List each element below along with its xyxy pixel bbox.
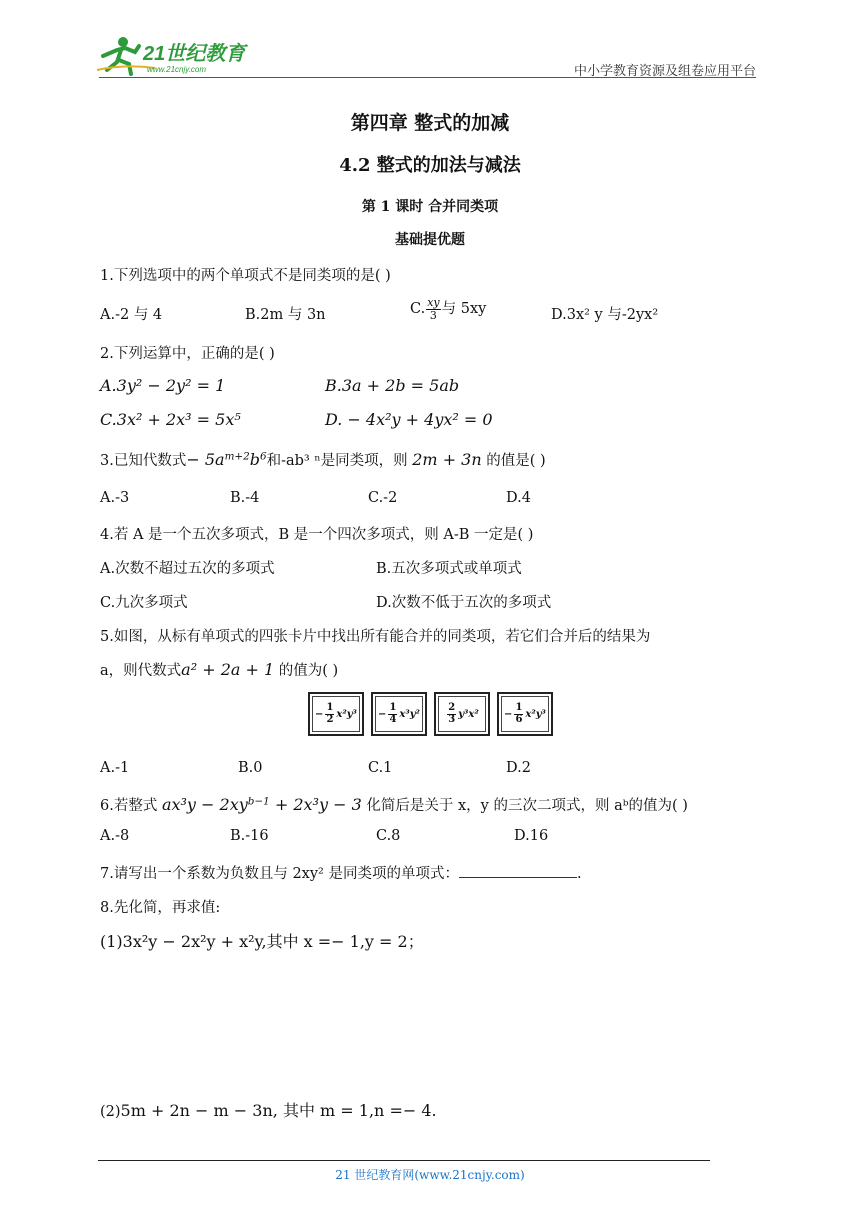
q6-option-b: B.-16 xyxy=(230,828,269,844)
q6-option-a: A.-8 xyxy=(100,828,130,844)
card-monomial: x²y³ xyxy=(336,708,357,720)
card-sign: − xyxy=(315,708,324,720)
q7-stem-text: 7.请写出一个系数为负数且与 2xy² 是同类项的单项式： xyxy=(100,866,459,882)
q1-option-c-denominator: 3 xyxy=(429,308,437,322)
q1-option-c xyxy=(410,297,486,321)
q6-expr-head: ax³y − 2xy xyxy=(161,795,248,814)
q7-answer-blank[interactable] xyxy=(459,865,577,878)
q5-stem-line-2 xyxy=(100,659,338,680)
q1-option-a: A.-2 与 4 xyxy=(100,307,163,323)
q5-card-2 xyxy=(371,692,427,736)
q1-option-b: B.2m 与 3n xyxy=(245,307,326,323)
platform-name: 中小学教育资源及组卷应用平台 xyxy=(573,64,756,79)
q3-expr-2: 2m + 3n xyxy=(412,450,482,469)
q3-option-a: A.-3 xyxy=(100,490,130,506)
q3-option-d: D.4 xyxy=(506,490,531,506)
q4-stem: 4.若 A 是一个五次多项式，B 是一个四次多项式，则 A-B 一定是( ) xyxy=(100,527,534,543)
q3-expr-1-b-exponent: 6 xyxy=(259,450,267,463)
q5-card-1 xyxy=(308,692,364,736)
q8-part-2 xyxy=(100,1098,437,1121)
q1-option-c-prefix: C. xyxy=(410,301,426,318)
card-sign: − xyxy=(504,708,513,720)
q2-option-a: A.3y² − 2y² = 1 xyxy=(100,376,226,395)
chapter-title: 第四章 整式的加减 xyxy=(350,112,510,134)
q3-option-b: B.-4 xyxy=(230,490,260,506)
lesson-title: 第 1 课时 合并同类项 xyxy=(361,199,499,215)
card-monomial: x²y³ xyxy=(525,708,546,720)
q1-option-c-suffix: 与 5xy xyxy=(441,301,487,318)
q1-option-c-numerator: xy xyxy=(427,296,440,309)
q5-option-b: B.0 xyxy=(238,760,263,776)
q4-option-b: B.五次多项式或单项式 xyxy=(376,561,522,577)
card-monomial: y³x² xyxy=(458,708,479,720)
q6-option-d: D.16 xyxy=(514,828,549,844)
q6-option-c: C.8 xyxy=(376,828,401,844)
card-sign: − xyxy=(378,708,387,720)
q7-stem xyxy=(100,862,582,883)
card-denominator: 2 xyxy=(326,713,334,725)
q1-stem: 1.下列选项中的两个单项式不是同类项的是( ) xyxy=(100,268,391,284)
card-monomial: x³y² xyxy=(399,708,420,720)
q6-expr-tail: + 2x³y − 3 xyxy=(269,795,362,814)
card-denominator: 4 xyxy=(389,713,397,725)
card-numerator: 2 xyxy=(448,702,456,713)
q5-card-row xyxy=(308,692,553,740)
q7-stem-tail: . xyxy=(576,866,582,882)
q5-card-3 xyxy=(434,692,490,736)
q3-stem xyxy=(100,449,546,470)
q3-option-c: C.-2 xyxy=(368,490,398,506)
q3-stem-suffix: 的值是( ) xyxy=(481,453,546,469)
card-numerator: 1 xyxy=(389,702,397,713)
q5-option-c: C.1 xyxy=(368,760,393,776)
q3-expr-1-exponent: m+2 xyxy=(224,450,250,463)
section-title: 4.2 整式的加法与减法 xyxy=(339,155,521,176)
logo-text: 21世纪教育 xyxy=(143,43,246,65)
q2-stem: 2.下列运算中，正确的是( ) xyxy=(100,346,275,362)
q4-option-a: A.次数不超过五次的多项式 xyxy=(100,561,275,577)
q5-stem-suffix: 的值为( ) xyxy=(274,663,339,679)
footer-link[interactable]: 21 世纪教育网(www.21cnjy.com) xyxy=(335,1168,525,1182)
q3-stem-mid: 和-ab³ ⁿ是同类项，则 xyxy=(266,453,413,469)
q5-card-4 xyxy=(497,692,553,736)
footer-divider xyxy=(98,1160,710,1161)
runner-logo-icon xyxy=(95,34,255,78)
q3-stem-prefix: 3.已知代数式 xyxy=(100,453,187,469)
q6-stem xyxy=(100,794,688,815)
q8-stem: 8.先化简，再求值: xyxy=(100,900,221,916)
header-divider xyxy=(99,77,756,78)
q2-option-c: C.3x² + 2x³ = 5x⁵ xyxy=(100,410,241,429)
q1-option-d: D.3x² y 与-2yx² xyxy=(551,307,659,323)
site-logo xyxy=(95,34,255,78)
q6-stem-suffix: 化简后是关于 x，y 的三次二项式，则 aᵇ的值为( ) xyxy=(361,798,688,814)
q6-stem-prefix: 6.若整式 xyxy=(100,798,162,814)
q5-expr: a² + 2a + 1 xyxy=(181,660,275,679)
q8-part-2-prefix: (2) xyxy=(100,1104,121,1120)
q3-expr-1-b: b xyxy=(249,450,260,469)
q3-expr-1 xyxy=(186,450,266,469)
q4-option-d: D.次数不低于五次的多项式 xyxy=(376,595,552,611)
q8-part-2-expr: 5m + 2n − m − 3n, 其中 m = 1,n =− 4. xyxy=(120,1101,437,1120)
q2-option-d: D. − 4x²y + 4yx² = 0 xyxy=(325,410,493,429)
q6-expr xyxy=(162,795,362,814)
q5-option-d: D.2 xyxy=(506,760,531,776)
card-numerator: 1 xyxy=(326,702,334,713)
q5-stem-prefix: a，则代数式 xyxy=(100,663,182,679)
q3-expr-1-base: − 5a xyxy=(186,450,225,469)
q8-part-1: (1)3x²y − 2x²y + x²y,其中 x =− 1,y = 2； xyxy=(100,932,424,951)
card-numerator: 1 xyxy=(515,702,523,713)
q5-option-a: A.-1 xyxy=(100,760,130,776)
q2-option-b: B.3a + 2b = 5ab xyxy=(325,376,460,395)
level-title: 基础提优题 xyxy=(395,232,465,248)
q6-expr-exponent: b−1 xyxy=(247,795,270,808)
q4-option-c: C.九次多项式 xyxy=(100,595,188,611)
card-denominator: 6 xyxy=(515,713,523,725)
card-denominator: 3 xyxy=(448,713,456,725)
logo-url: www.21cnjy.com xyxy=(147,65,206,74)
q5-stem-line-1: 5.如图，从标有单项式的四张卡片中找出所有能合并的同类项，若它们合并后的结果为 xyxy=(100,629,651,645)
